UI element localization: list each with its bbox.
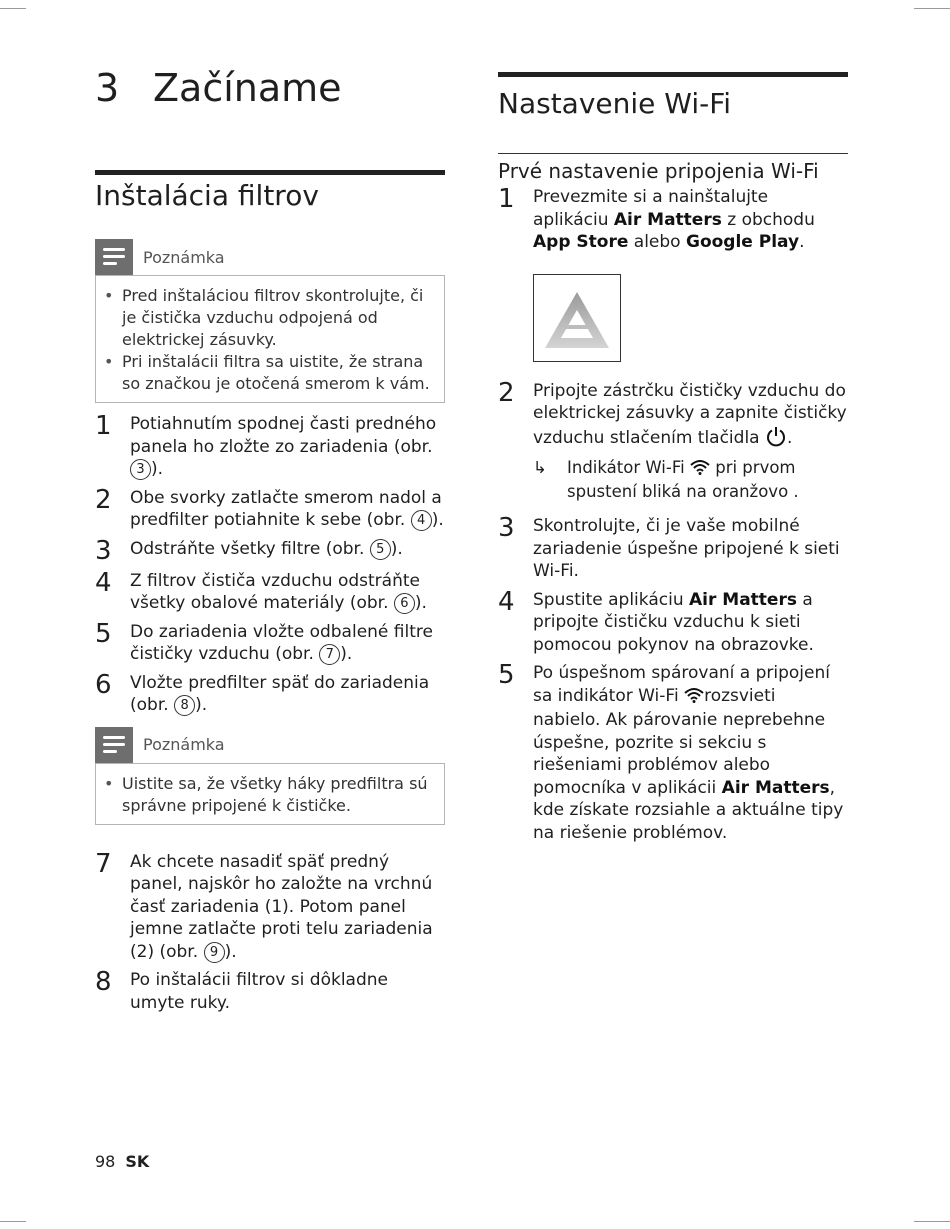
figure-reference: 7: [319, 644, 340, 665]
wifi-icon: [684, 687, 704, 710]
step-number: 4: [95, 567, 112, 598]
power-icon: [765, 425, 787, 454]
step-number: 8: [95, 967, 112, 997]
section-title: Nastavenie Wi-Fi: [498, 87, 732, 120]
crop-mark: [914, 8, 950, 9]
subsection-title: Prvé nastavenie pripojenia Wi-Fi: [498, 159, 819, 183]
step-item: [95, 969, 445, 1014]
step-text: Do zariadenia vložte odbalené filtre čističky vzduchu (obr. 7 ).: [130, 621, 433, 664]
step-item: [498, 586, 848, 657]
step-item: [95, 535, 445, 566]
step-text: Prevezmite si a nainštalujte aplikáciu Air Matters z obchodu App Store alebo Google Play.: [533, 187, 815, 252]
step-number: 6: [95, 669, 112, 700]
step-text: Spustite aplikáciu Air Matters a pripojte čističku vzduchu k sieti pomocou pokynov na obrazovke.: [533, 589, 814, 655]
step-item: [95, 669, 445, 717]
step-item: [498, 377, 848, 454]
note-icon: [95, 727, 133, 763]
step-text: Potiahnutím spodnej časti predného panela ho zložte zo zariadenia (obr. 3 ).: [130, 414, 437, 479]
note-header: [95, 727, 445, 763]
step-number: 5: [95, 618, 112, 649]
step-item: [95, 567, 445, 615]
note-label: Poznámka: [143, 735, 225, 754]
step-text: Pripojte zástrčku čističky vzduchu do elektrickej zásuvky a zapnite čističky vzduchu stlačením tlačidla .: [533, 380, 848, 454]
step-number: 3: [95, 535, 112, 566]
air-matters-app-icon: [533, 274, 621, 362]
figure-reference: 4: [411, 510, 432, 531]
step-result: ↳ Indikátor Wi-Fi pri prvom spustení bliká na oranžovo .: [533, 458, 799, 501]
note-label: Poznámka: [143, 247, 225, 267]
step-number: 2: [498, 377, 515, 408]
step-text: Skontrolujte, či je vaše mobilné zariadenie úspešne pripojené k sieti Wi-Fi.: [533, 516, 840, 581]
note-icon: [95, 239, 133, 275]
step-text: Po inštalácii filtrov si dôkladne umyte ruky.: [130, 970, 388, 1013]
crop-mark: [0, 1221, 26, 1222]
step-text: Po úspešnom spárovaní a pripojení sa indikátor Wi-Fi rozsvieti nabielo. Ak párovanie neprebehne úspešne, pozrite si sekciu s riešeniami problémov alebo pomocníka v aplikácii Air Matters, kde získate rozsiahle a aktuálne tipy na riešenie problémov.: [533, 663, 844, 843]
chapter-heading: [95, 60, 445, 116]
step-number: 3: [498, 513, 515, 543]
step-item: [95, 848, 445, 964]
note-item: • Pri inštalácii filtra sa uistite, že strana so značkou je otočená smerom k vám.: [104, 352, 430, 393]
language-code: SK: [125, 1152, 150, 1171]
step-number: 1: [95, 411, 112, 441]
subsection-rule: [498, 153, 848, 154]
step-item: [95, 413, 445, 481]
wifi-icon: [690, 459, 710, 481]
step-number: 2: [95, 484, 112, 515]
figure-reference: 6: [394, 593, 415, 614]
step-item: [498, 515, 848, 583]
step-number: 1: [498, 184, 515, 214]
result-arrow: ↳: [533, 458, 547, 477]
step-number: 5: [498, 660, 515, 690]
step-text: Obe svorky zatlačte smerom nadol a predfilter potiahnite k sebe (obr. 4 ).: [130, 487, 444, 530]
step-item: [95, 618, 445, 666]
section-rule: [95, 170, 445, 175]
figure-reference: 3: [130, 459, 151, 480]
crop-mark: [914, 1221, 950, 1222]
page-number: 98: [95, 1152, 116, 1171]
step-number: 4: [498, 586, 515, 617]
left-column: [95, 60, 445, 1020]
step-text: Vložte predfilter späť do zariadenia (obr. 8 ).: [130, 672, 430, 715]
figure-reference: 8: [174, 695, 195, 716]
note-item: • Uistite sa, že všetky háky predfiltra sú správne pripojené k čističke.: [104, 773, 428, 815]
section-title: Inštalácia filtrov: [95, 179, 319, 212]
section-rule: [498, 72, 848, 77]
steps-list: [95, 848, 445, 1015]
figure-reference: 5: [370, 539, 391, 560]
note-box: [95, 763, 445, 825]
figure-reference: 9: [204, 942, 225, 963]
note-box: [95, 275, 445, 403]
step-text: Z filtrov čističa vzduchu odstráňte všetky obalové materiály (obr. 6 ).: [130, 570, 427, 613]
chapter-number: 3: [95, 66, 120, 110]
note-item: • Pred inštaláciou filtrov skontrolujte, či je čistička vzduchu odpojená od elektrickej zásuvky.: [104, 286, 424, 349]
chapter-title: Začíname: [153, 66, 342, 110]
step-number: 7: [95, 848, 112, 879]
step-text: Odstráňte všetky filtre (obr. 5 ).: [130, 538, 403, 559]
crop-mark: [0, 8, 26, 9]
note-header: [95, 239, 445, 275]
right-column: [498, 72, 848, 850]
step-text: Ak chcete nasadiť späť predný panel, najskôr ho založte na vrchnú časť zariadenia (1). Potom panel jemne zatlačte proti telu zariadenia (2) (obr. 9 ).: [130, 851, 433, 962]
page-footer: [95, 1152, 149, 1171]
step-item: [498, 662, 848, 844]
steps-list: [95, 413, 445, 717]
step-item: [498, 186, 848, 254]
step-item: [95, 484, 445, 532]
